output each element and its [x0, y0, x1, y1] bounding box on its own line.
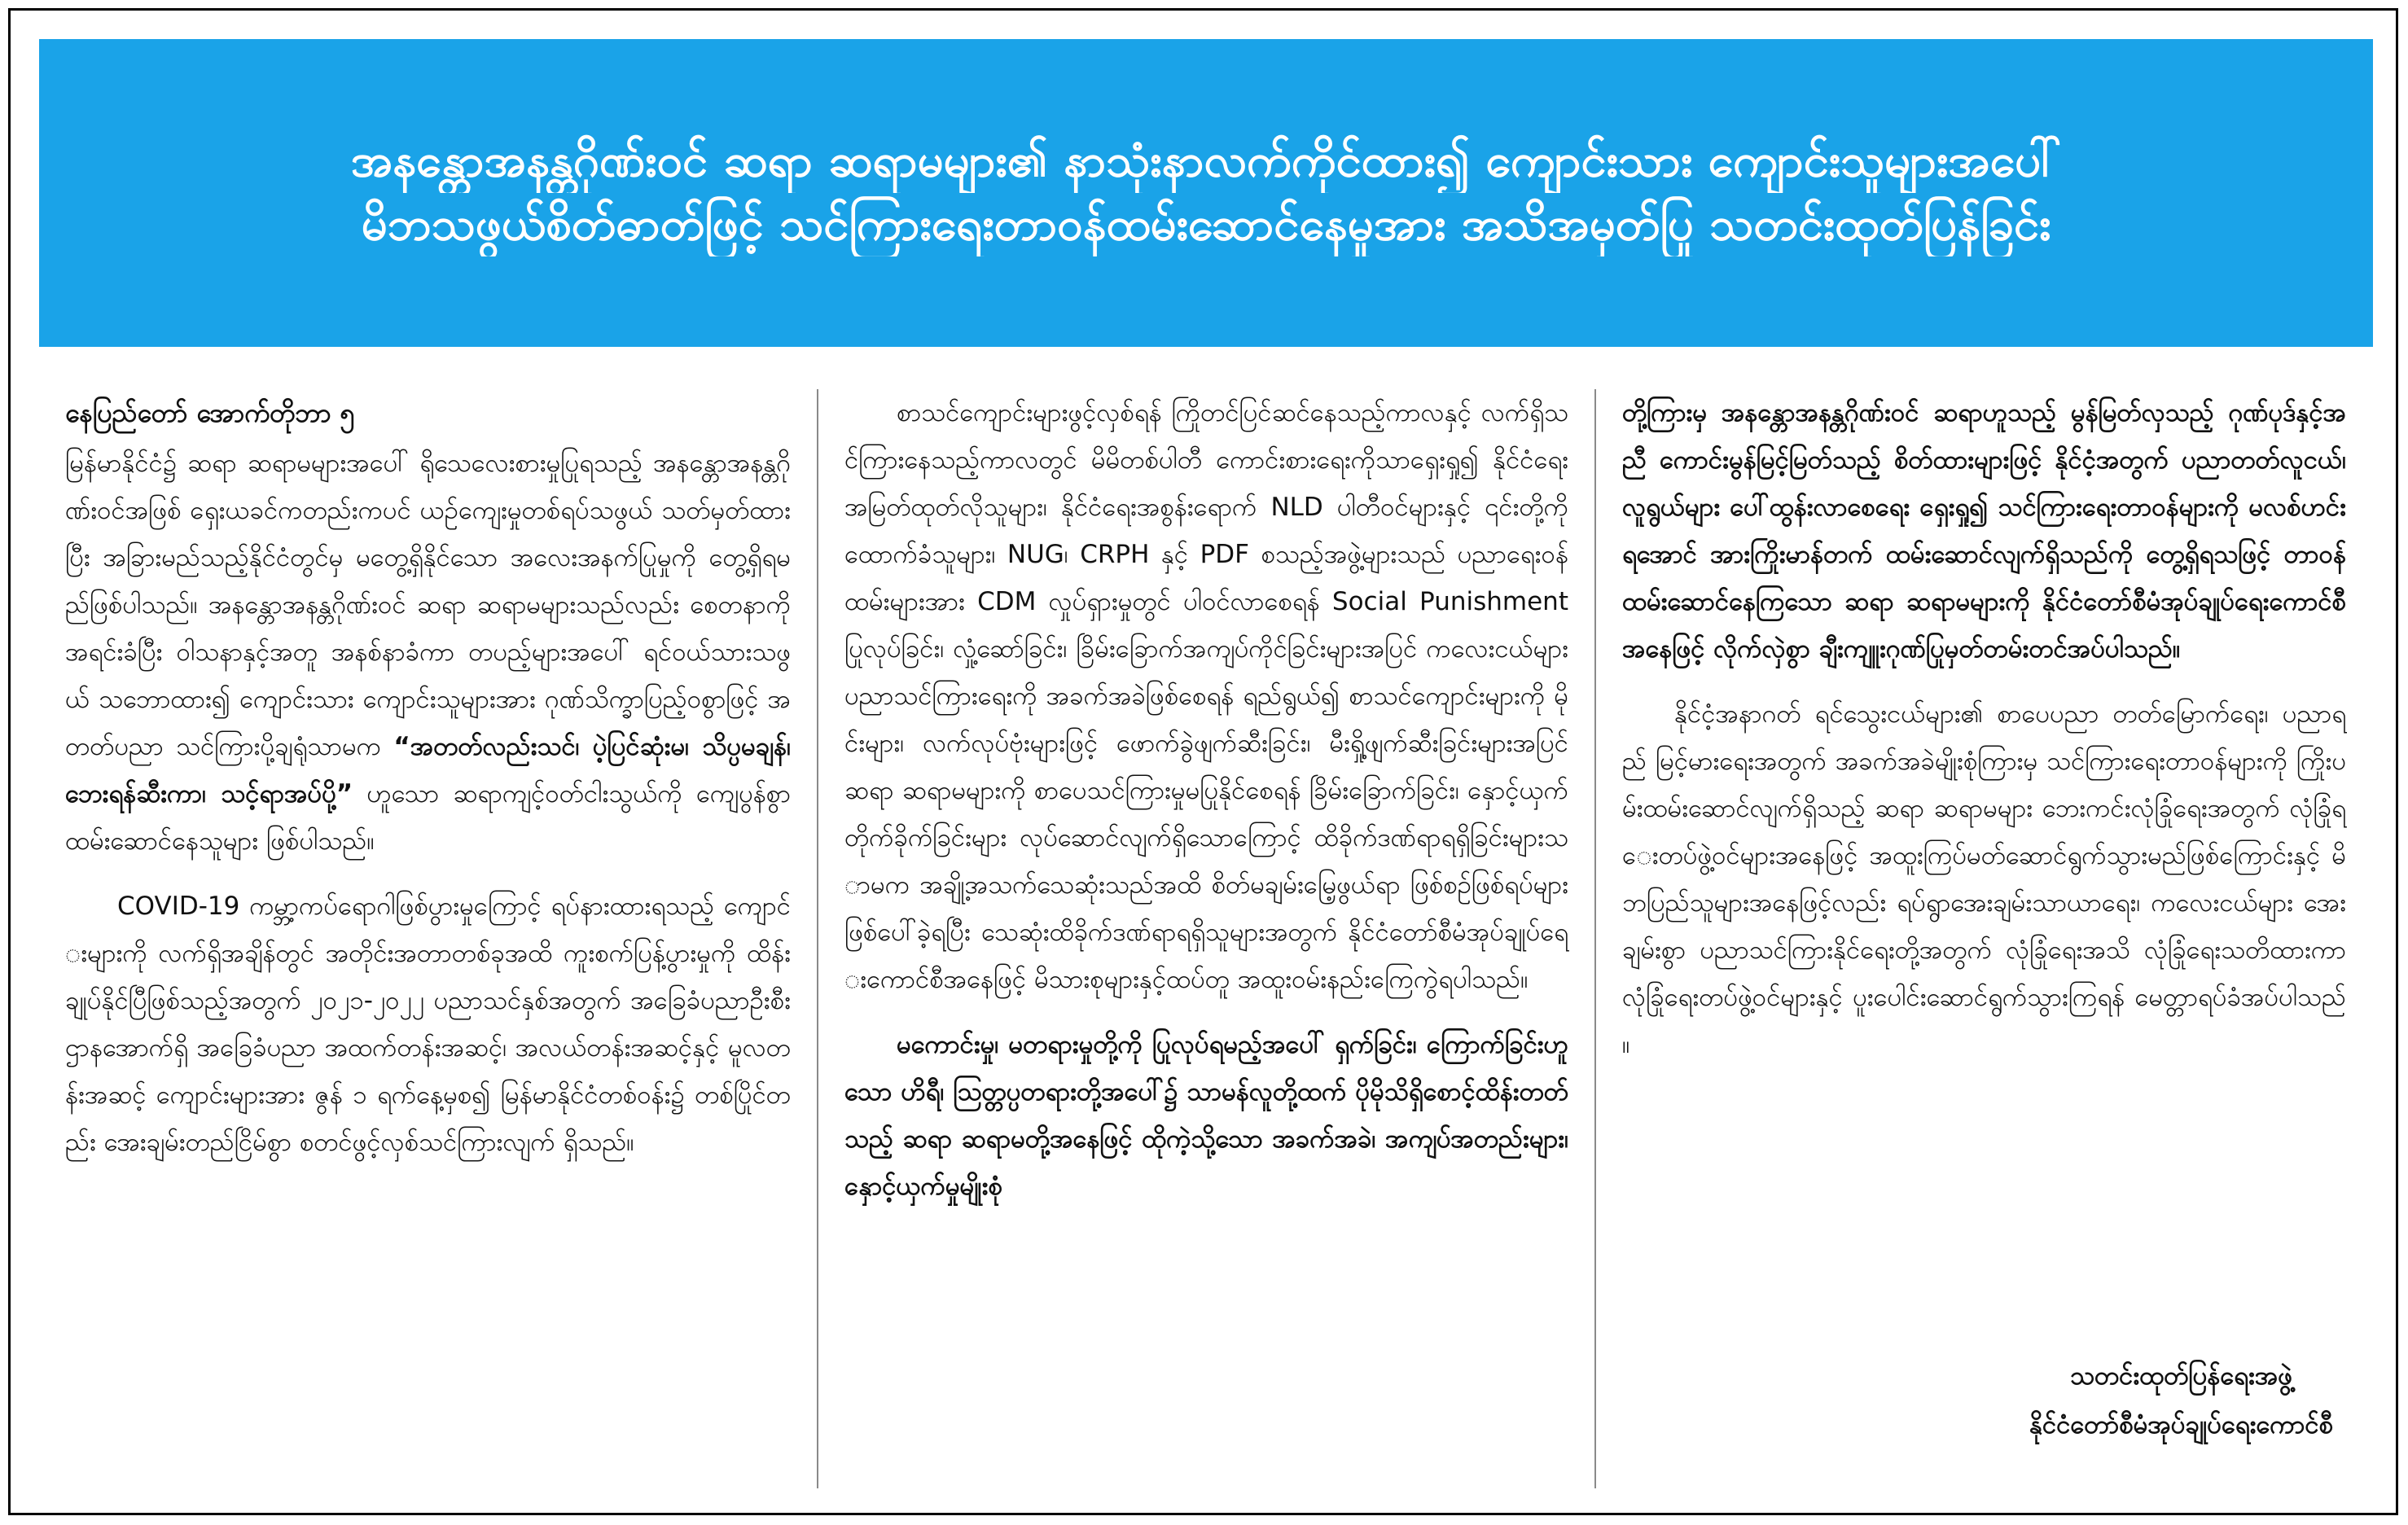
column-3: [1594, 389, 2372, 1488]
signature-block: [2029, 1352, 2333, 1449]
paragraph: COVID-19 ကမ္ဘာ့ကပ်ရောဂါဖြစ်ပွားမှုကြောင့် ရပ်နားထားရသည့် ကျောင်းများကို လက်ရှိအချိန်တွင် အတိုင်းအတာတစ်ခုအထိ ကူးစက်ပြန့်ပွားမှုကို ထိန်းချုပ်နိုင်ပြီဖြစ်သည့်အတွက် ၂၀၂၁-၂၀၂၂ ပညာသင်နှစ်အတွက် အခြေခံပညာဦးစီးဌာနအောက်ရှိ အခြေခံပညာ အထက်တန်းအဆင့်၊ အလယ်တန်းအဆင့်နှင့် မူလတန်းအဆင့် ကျောင်းများအား ဇွန် ၁ ရက်နေ့မှစ၍ မြန်မာနိုင်ငံတစ်ဝန်း၌ တစ်ပြိုင်တည်း အေးချမ်းတည်ငြိမ်စွာ စတင်ဖွင့်လှစ်သင်ကြားလျက် ရှိသည်။: [65, 892, 791, 1157]
paragraph-bold: တို့ကြားမှ အနန္တောအနန္တဂိုဏ်းဝင် ဆရာဟူသည့် မွန်မြတ်လှသည့် ဂုဏ်ပုဒ်နှင့်အညီ ကောင်းမွန်မြင့်မြတ်သည့် စိတ်ထားများဖြင့် နိုင်ငံ့အတွက် ပညာတတ်လူငယ်၊ လူရွယ်များ ပေါ်ထွန်းလာစေရေး ရှေးရှု၍ သင်ကြားရေးတာဝန်များကို မလစ်ဟင်းရအောင် အားကြိုးမာန်တက် ထမ်းဆောင်လျက်ရှိသည်ကို တွေ့ရှိရသဖြင့် တာဝန်ထမ်းဆောင်နေကြသော ဆရာ ဆရာမများကို နိုင်ငံတော်စီမံအုပ်ချုပ်ရေးကောင်စီအနေဖြင့် လိုက်လှဲစွာ ချီးကျူးဂုဏ်ပြုမှတ်တမ်းတင်အပ်ပါသည်။: [1622, 398, 2346, 664]
signature-line-2: နိုင်ငံတော်စီမံအုပ်ချုပ်ရေးကောင်စီ: [2029, 1410, 2333, 1440]
signature-line-1: သတင်းထုတ်ပြန်ရေးအဖွဲ့: [2070, 1361, 2292, 1391]
paragraph: နိုင်ငံ့အနာဂတ် ရင်သွေးငယ်များ၏ စာပေပညာ တတ်မြောက်ရေး၊ ပညာရည် မြင့်မားရေးအတွက် အခက်အခဲမျိုးစုံကြားမှ သင်ကြားရေးတာဝန်များကို ကြိုးပမ်းထမ်းဆောင်လျက်ရှိသည့် ဆရာ ဆရာမများ ဘေးကင်းလုံခြုံရေးအတွက် လုံခြုံရေးတပ်ဖွဲ့ဝင်များအနေဖြင့် အထူးကြပ်မတ်ဆောင်ရွက်သွားမည်ဖြစ်ကြောင်းနှင့် မိဘပြည်သူများအနေဖြင့်လည်း ရပ်ရွာအေးချမ်းသာယာရေး၊ ကလေးငယ်များ အေးချမ်းစွာ ပညာသင်ကြားနိုင်ရေးတို့အတွက် လုံခြုံရေးအသိ လုံခြုံရေးသတိထားကာ လုံခြုံရေးတပ်ဖွဲ့ဝင်များနှင့် ပူးပေါင်းဆောင်ရွက်သွားကြရန် မေတ္တာရပ်ခံအပ်ပါသည်။: [1622, 699, 2346, 1059]
paragraph-text: ဟူသော ဆရာကျင့်ဝတ်ငါးသွယ်ကို ကျေပွန်စွာ ထမ်းဆောင်နေသူများ ဖြစ်ပါသည်။: [65, 779, 791, 856]
column-2: [817, 389, 1594, 1488]
column-1: [39, 389, 817, 1488]
paragraph: [65, 440, 791, 865]
headline-line-1: အနန္တောအနန္တဂိုဏ်းဝင် ဆရာ ဆရာမများ၏ နာသုံးနာလက်ကိုင်ထား၍ ကျောင်းသား ကျောင်းသူများအပေါ်: [350, 134, 2062, 187]
paragraph-text: မြန်မာနိုင်ငံ၌ ဆရာ ဆရာမများအပေါ် ရိုသေလေးစားမှုပြုရသည့် အနန္တောအနန္တဂိုဏ်းဝင်အဖြစ် ရှေးယခင်ကတည်းကပင် ယဉ်ကျေးမှုတစ်ရပ်သဖွယ် သတ်မှတ်ထားပြီး အခြားမည်သည့်နိုင်ငံတွင်မှ မတွေ့ရှိနိုင်သော အလေးအနက်ပြုမှုကို တွေ့ရှိရမည်ဖြစ်ပါသည်။ အနန္တောအနန္တဂိုဏ်းဝင် ဆရာ ဆရာမများသည်လည်း စေတနာကို အရင်းခံပြီး ဝါသနာနှင့်အတူ အနစ်နာခံကာ တပည့်များအပေါ် ရင်ဝယ်သားသဖွယ် သဘောထား၍ ကျောင်းသား ကျောင်းသူများအား ဂုဏ်သိက္ခာပြည့်ဝစွာဖြင့် အတတ်ပညာ သင်ကြားပို့ချရုံသာမက: [65, 449, 791, 761]
headline-line-2: မိဘသဖွယ်စိတ်ဓာတ်ဖြင့် သင်ကြားရေးတာဝန်ထမ်းဆောင်နေမှုအား အသိအမှတ်ပြု သတင်းထုတ်ပြန်ခြင်း: [361, 198, 2051, 251]
article-body: [39, 389, 2373, 1488]
paragraph: စာသင်ကျောင်းများဖွင့်လှစ်ရန် ကြိုတင်ပြင်ဆင်နေသည့်ကာလနှင့် လက်ရှိသင်ကြားနေသည့်ကာလတွင် မိမိတစ်ပါတီ ကောင်းစားရေးကိုသာရှေးရှု၍ နိုင်ငံရေးအမြတ်ထုတ်လိုသူများ၊ နိုင်ငံရေးအစွန်းရောက် NLD ပါတီဝင်များနှင့် ၎င်းတို့ကို ထောက်ခံသူများ၊ NUG၊ CRPH နှင့် PDF စသည့်အဖွဲ့များသည် ပညာရေးဝန်ထမ်းများအား CDM လှုပ်ရှားမှုတွင် ပါဝင်လာစေရန် Social Punishment ပြုလုပ်ခြင်း၊ လှုံ့ဆော်ခြင်း၊ ခြိမ်းခြောက်အကျပ်ကိုင်ခြင်းများအပြင် ကလေးငယ်များ ပညာသင်ကြားရေးကို အခက်အခဲဖြစ်စေရန် ရည်ရွယ်၍ စာသင်ကျောင်းများကို မိုင်းများ၊ လက်လုပ်ဗုံးများဖြင့် ဖောက်ခွဲဖျက်ဆီးခြင်း၊ မီးရှို့ဖျက်ဆီးခြင်းများအပြင် ဆရာ ဆရာမများကို စာပေသင်ကြားမှုမပြုနိုင်စေရန် ခြိမ်းခြောက်ခြင်း၊ နှောင့်ယှက်တိုက်ခိုက်ခြင်းများ လုပ်ဆောင်လျက်ရှိသောကြောင့် ထိခိုက်ဒဏ်ရာရရှိခြင်းများသာမက အချို့အသက်သေဆုံးသည်အထိ စိတ်မချမ်းမြေ့ဖွယ်ရာ ဖြစ်စဉ်ဖြစ်ရပ်များဖြစ်ပေါ်ခဲ့ရပြီး သေဆုံးထိခိုက်ဒဏ်ရာရရှိသူများအတွက် နိုင်ငံတော်စီမံအုပ်ချုပ်ရေးကောင်စီအနေဖြင့် မိသားစုများနှင့်ထပ်တူ အထူးဝမ်းနည်းကြေကွဲရပါသည်။: [844, 398, 1568, 994]
headline-banner: [39, 39, 2373, 347]
paragraph-bold: မကောင်းမှု၊ မတရားမှုတို့ကို ပြုလုပ်ရမည့်အပေါ် ရှက်ခြင်း၊ ကြောက်ခြင်းဟူသော ဟိရီ၊ ဩတ္တပ္ပတရားတို့အပေါ်၌ သာမန်လူတို့ထက် ပိုမိုသိရှိစောင့်ထိန်းတတ်သည့် ဆရာ ဆရာမတို့အနေဖြင့် ထိုကဲ့သို့သော အခက်အခဲ၊ အကျပ်အတည်းများ၊ နှောင့်ယှက်မှုမျိုးစုံ: [844, 1030, 1568, 1201]
dateline: နေပြည်တော် အောက်တိုဘာ ၅: [65, 397, 355, 428]
paragraph-bold-text: “အတတ်လည်းသင်၊ ပဲ့ပြင်ဆုံးမ၊ သိပ္ပမချန်၊ ဘေးရန်ဆီးကာ၊ သင့်ရာအပ်ပို့”: [65, 732, 792, 809]
